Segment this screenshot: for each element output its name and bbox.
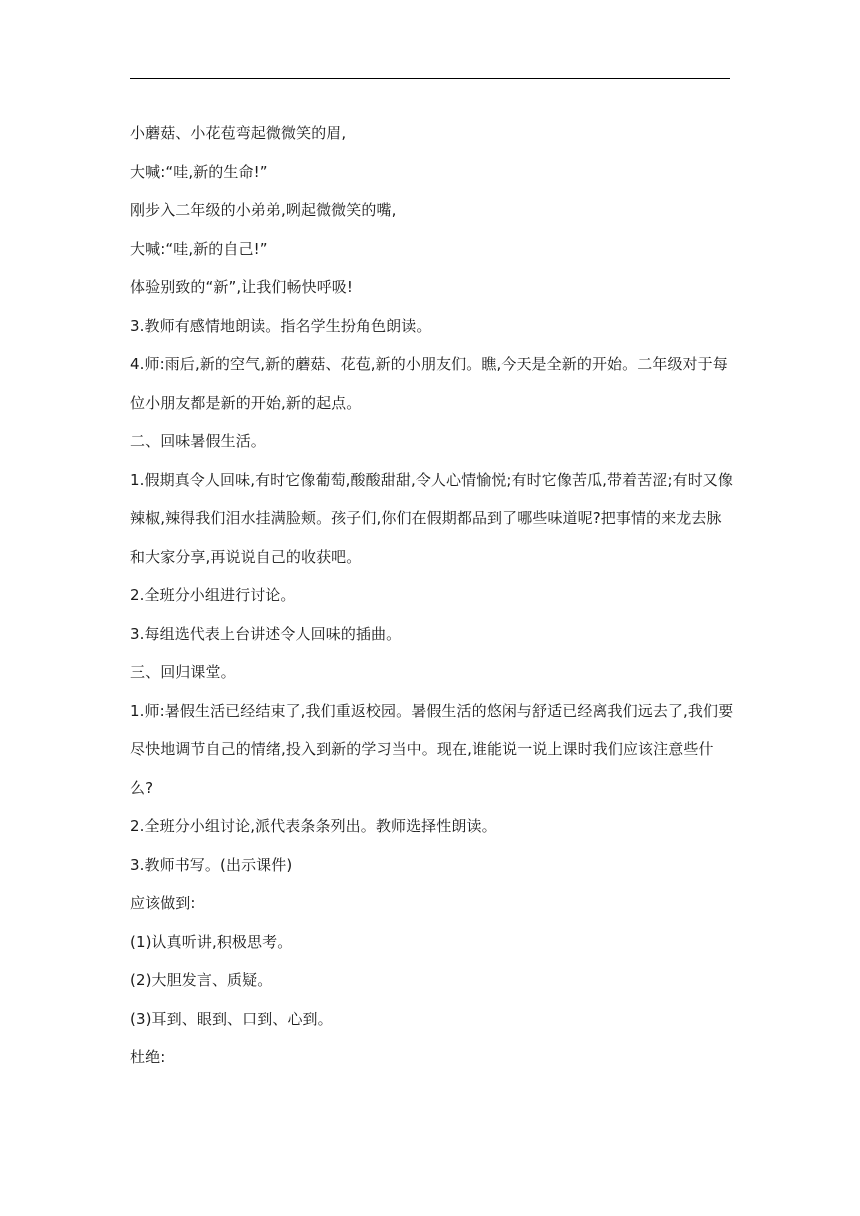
poem-line: 小蘑菇、小花苞弯起微微笑的眉, [130, 124, 347, 142]
step-paragraph: 3.教师书写。(出示课件) [130, 855, 293, 874]
list-item: (2)大胆发言、质疑。 [130, 971, 273, 989]
poem-line: 刚步入二年级的小弟弟,咧起微微笑的嘴, [130, 201, 397, 219]
poem-line: 体验别致的“新”,让我们畅快呼吸! [130, 278, 354, 296]
list-item: (1)认真听讲,积极思考。 [130, 932, 293, 951]
list-heading: 应该做到: [130, 894, 196, 912]
step-paragraph: 3.教师有感情地朗读。指名学生扮角色朗读。 [130, 316, 432, 335]
step-paragraph: 1.师:暑假生活已经结束了,我们重返校园。暑假生活的悠闲与舒适已经离我们远去了,我们要尽快地调节自己的情绪,投入到新的学习当中。现在,谁能说一说上课时我们应该注意些什么? [130, 701, 734, 797]
document-body [130, 114, 734, 1077]
poem-line: 大喊:“哇,新的自己!” [130, 239, 268, 258]
list-item: (3)耳到、眼到、口到、心到。 [130, 1009, 333, 1028]
list-heading: 杜绝: [130, 1048, 166, 1066]
step-paragraph: 3.每组选代表上台讲述令人回味的插曲。 [130, 624, 402, 643]
section-heading: 二、回味暑假生活。 [130, 432, 266, 450]
step-paragraph: 2.全班分小组进行讨论。 [130, 586, 296, 604]
poem-line: 大喊:“哇,新的生命!” [130, 162, 268, 181]
step-paragraph: 4.师:雨后,新的空气,新的蘑菇、花苞,新的小朋友们。瞧,今天是全新的开始。二年级对于每位小朋友都是新的开始,新的起点。 [130, 355, 728, 412]
step-paragraph: 1.假期真令人回味,有时它像葡萄,酸酸甜甜,令人心情愉悦;有时它像苦瓜,带着苦涩;有时又像辣椒,辣得我们泪水挂满脸颊。孩子们,你们在假期都品到了哪些味道呢?把事情的来龙去脉和大家分享,再说说自己的收获吧。 [130, 470, 733, 566]
step-paragraph: 2.全班分小组讨论,派代表条条列出。教师选择性朗读。 [130, 817, 497, 835]
header-rule [130, 78, 730, 79]
section-heading: 三、回归课堂。 [130, 663, 236, 681]
